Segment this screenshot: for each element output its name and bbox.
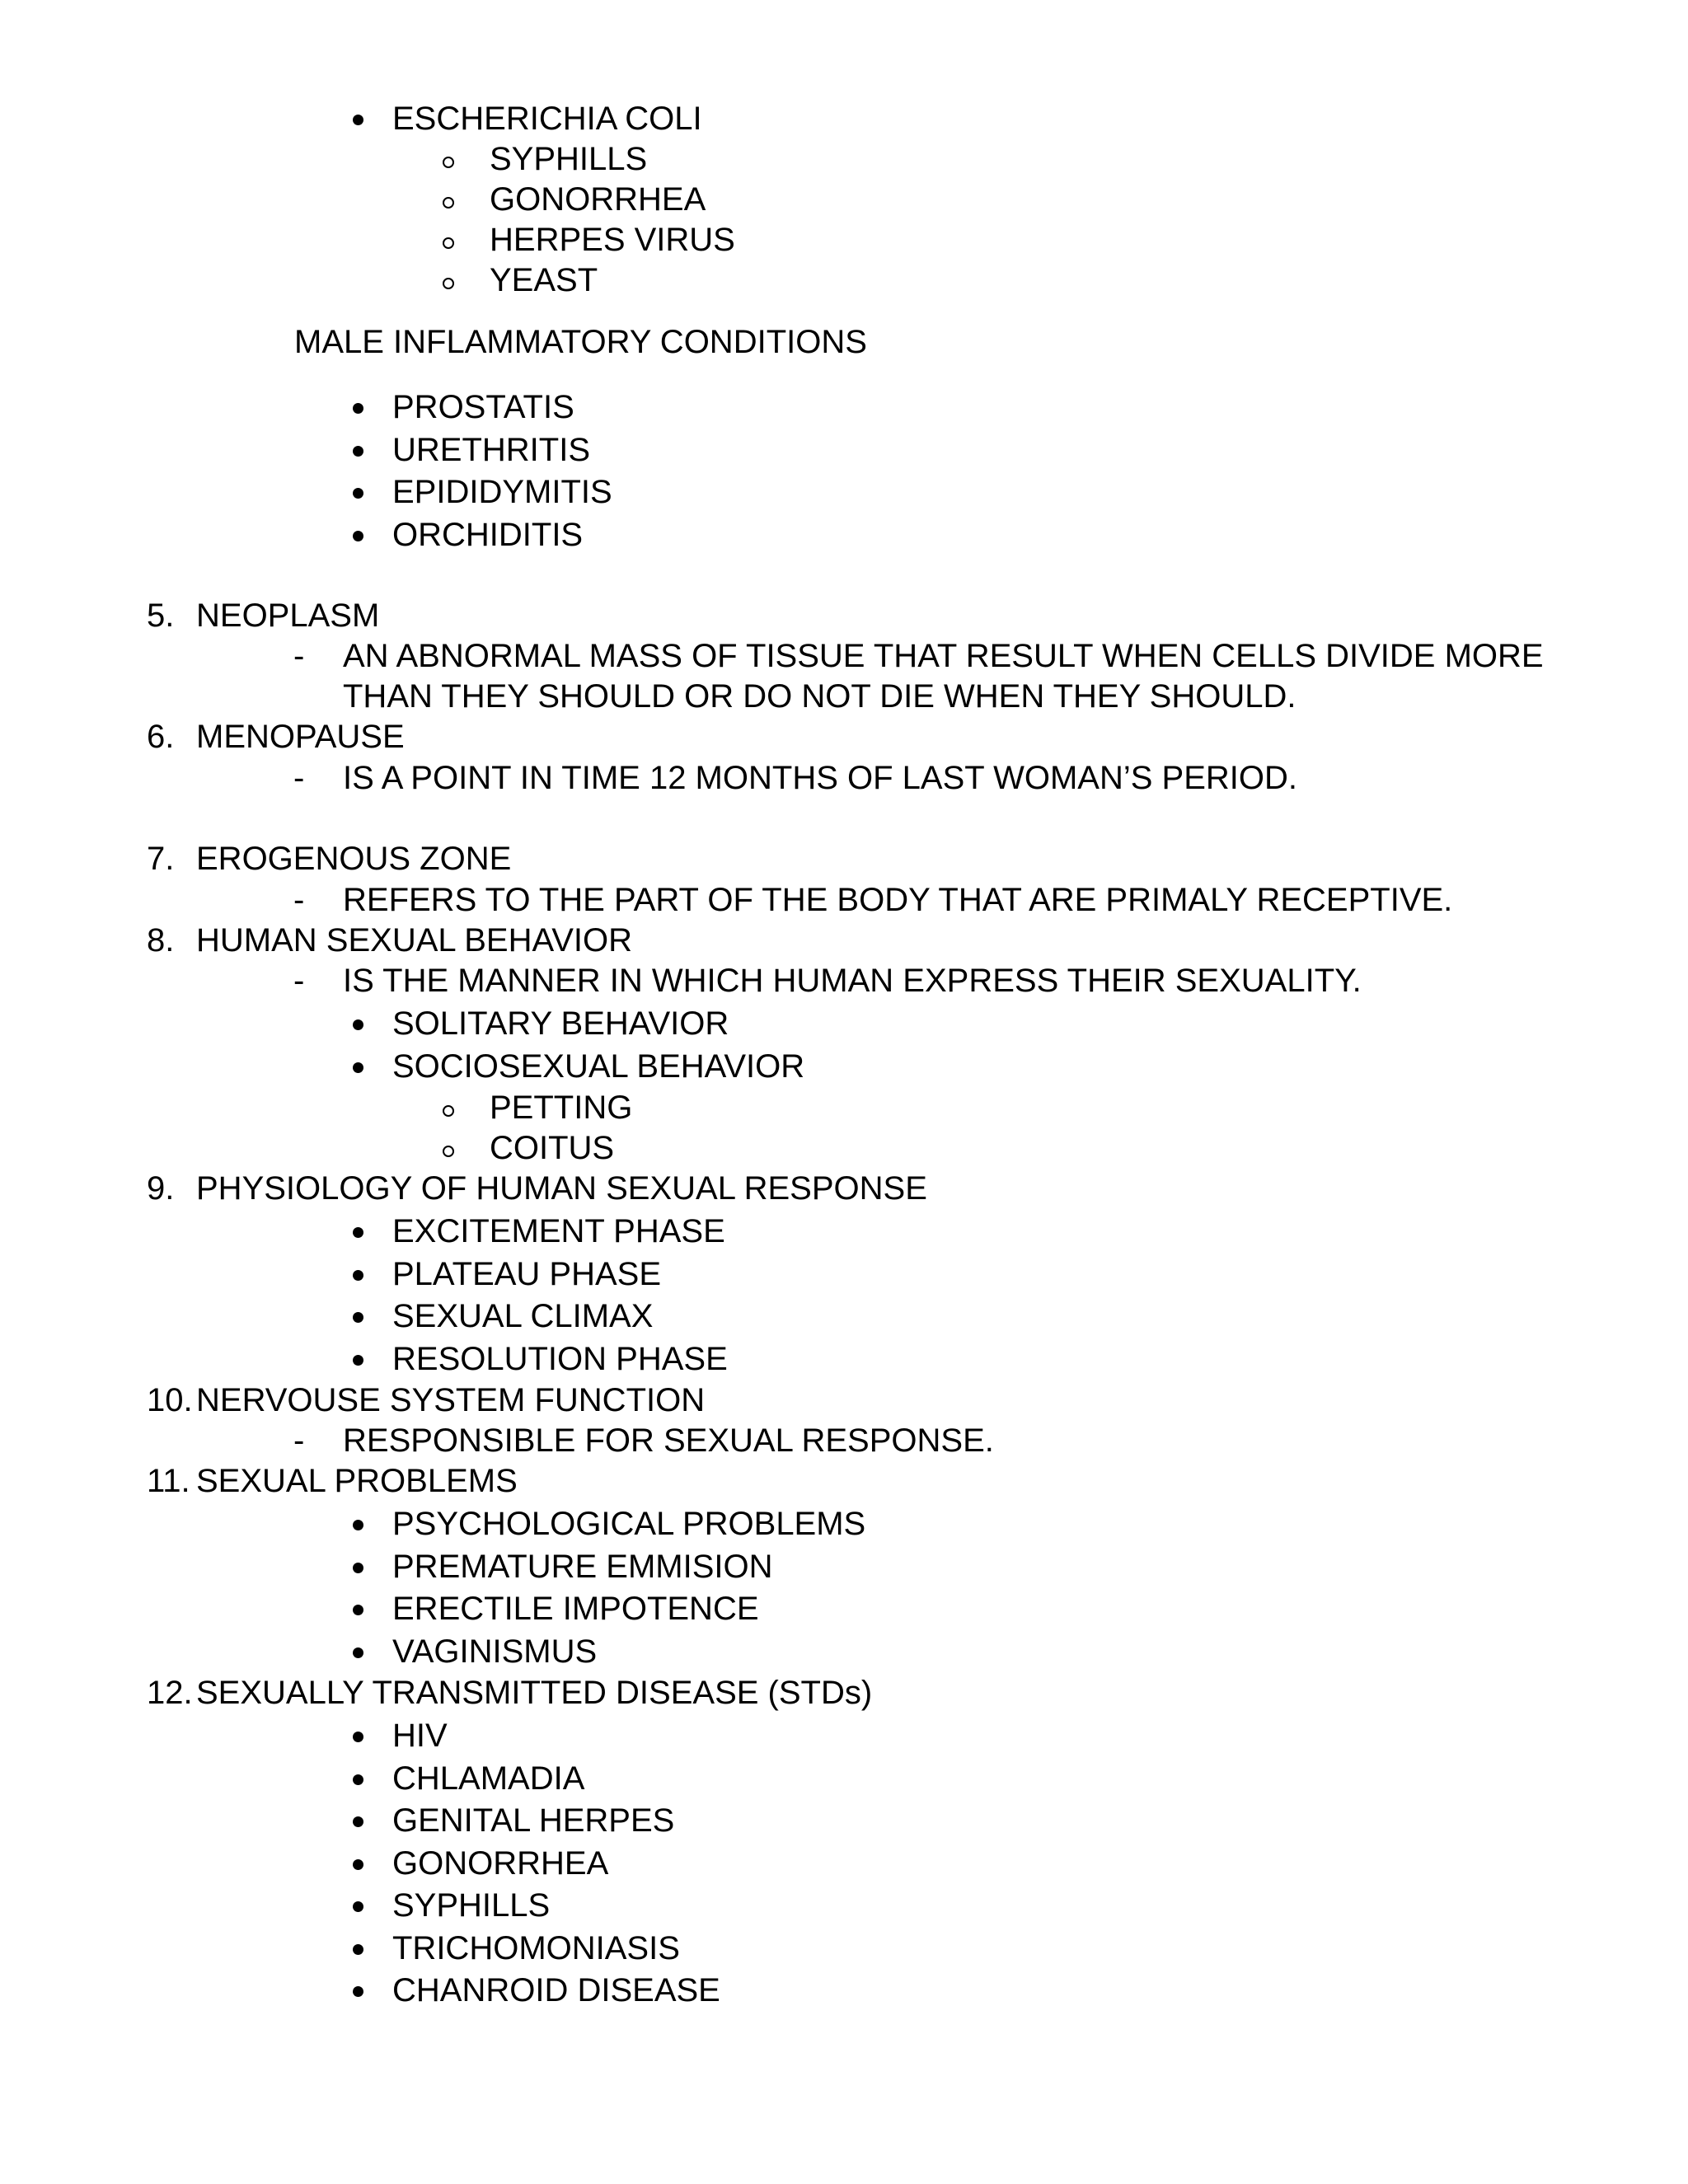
section-definition: RESPONSIBLE FOR SEXUAL RESPONSE. — [343, 1422, 994, 1459]
hollow-bullet-icon — [443, 157, 454, 168]
bullet-icon — [353, 403, 363, 414]
sub-list-item: GONORRHEA — [490, 181, 706, 218]
list-item: GENITAL HERPES — [392, 1802, 675, 1839]
list-item: PREMATURE EMMISION — [392, 1549, 773, 1585]
list-item: CHANROID DISEASE — [392, 1972, 720, 2008]
bullet-icon — [353, 1563, 363, 1573]
bullet-icon — [353, 1944, 363, 1955]
section-number: 6. — [147, 719, 175, 755]
list-item: SOCIOSEXUAL BEHAVIOR — [392, 1048, 805, 1085]
section-title: SEXUALLY TRANSMITTED DISEASE (STDs) — [196, 1675, 873, 1711]
list-item: PLATEAU PHASE — [392, 1256, 662, 1292]
bullet-icon — [353, 1605, 363, 1615]
section-title: NEOPLASM — [196, 598, 380, 634]
list-item: SYPHILLS — [392, 1887, 551, 1924]
list-item: PSYCHOLOGICAL PROBLEMS — [392, 1506, 866, 1542]
list-item: ERECTILE IMPOTENCE — [392, 1591, 759, 1627]
bullet-icon — [353, 1901, 363, 1912]
sub-list-item: HERPES VIRUS — [490, 222, 735, 258]
sub-list-item: YEAST — [490, 262, 598, 298]
section-number: 12. — [147, 1675, 193, 1711]
hollow-bullet-icon — [443, 1105, 454, 1117]
bullet-icon — [353, 1355, 363, 1366]
bullet-icon — [353, 1019, 363, 1030]
section-number: 11. — [147, 1463, 190, 1499]
list-item: GONORRHEA — [392, 1845, 609, 1882]
bullet-icon — [353, 1859, 363, 1870]
section-title: MENOPAUSE — [196, 719, 405, 755]
section-title: EROGENOUS ZONE — [196, 841, 512, 877]
list-item: HIV — [392, 1718, 448, 1754]
list-item: VAGINISMUS — [392, 1633, 598, 1670]
hollow-bullet-icon — [443, 1146, 454, 1157]
list-item: URETHRITIS — [392, 432, 590, 468]
bullet-icon — [353, 1062, 363, 1073]
dash-marker: - — [293, 1422, 305, 1459]
section-definition: IS A POINT IN TIME 12 MONTHS OF LAST WOMAN’S PERIOD. — [343, 760, 1297, 796]
section-definition: IS THE MANNER IN WHICH HUMAN EXPRESS THEIR SEXUALITY. — [343, 963, 1362, 999]
section-title: PHYSIOLOGY OF HUMAN SEXUAL RESPONSE — [196, 1170, 927, 1207]
sub-list-item: SYPHILLS — [490, 141, 648, 177]
bullet-icon — [353, 1227, 363, 1238]
section-number: 10. — [147, 1382, 193, 1418]
list-item: CHLAMADIA — [392, 1760, 585, 1797]
list-item: RESOLUTION PHASE — [392, 1341, 728, 1377]
list-item: EXCITEMENT PHASE — [392, 1213, 725, 1249]
list-item: TRICHOMONIASIS — [392, 1930, 680, 1966]
bullet-icon — [353, 1986, 363, 1997]
section-number: 8. — [147, 922, 175, 958]
bullet-icon — [353, 531, 363, 541]
bullet-icon — [353, 446, 363, 457]
section-title: HUMAN SEXUAL BEHAVIOR — [196, 922, 633, 958]
section-definition: THAN THEY SHOULD OR DO NOT DIE WHEN THEY SHOULD. — [343, 678, 1296, 715]
bullet-icon — [353, 1774, 363, 1785]
sub-list-item: COITUS — [490, 1130, 615, 1166]
bullet-icon — [353, 1816, 363, 1827]
bullet-icon — [353, 1732, 363, 1742]
bullet-icon — [353, 1312, 363, 1323]
hollow-bullet-icon — [443, 278, 454, 289]
bullet-icon — [353, 488, 363, 499]
list-item: PROSTATIS — [392, 389, 574, 425]
dash-marker: - — [293, 882, 305, 918]
hollow-bullet-icon — [443, 237, 454, 249]
section-number: 7. — [147, 841, 175, 877]
bullet-icon — [353, 115, 363, 125]
dash-marker: - — [293, 638, 305, 674]
list-item: SEXUAL CLIMAX — [392, 1298, 654, 1334]
section-title: NERVOUSE SYSTEM FUNCTION — [196, 1382, 706, 1418]
section-number: 9. — [147, 1170, 175, 1207]
list-item: ESCHERICHIA COLI — [392, 101, 702, 137]
bullet-icon — [353, 1270, 363, 1281]
list-item: SOLITARY BEHAVIOR — [392, 1005, 729, 1042]
section-definition: AN ABNORMAL MASS OF TISSUE THAT RESULT WHEN CELLS DIVIDE MORE — [343, 638, 1544, 674]
list-item: EPIDIDYMITIS — [392, 474, 612, 510]
list-item: ORCHIDITIS — [392, 517, 584, 553]
section-title: SEXUAL PROBLEMS — [196, 1463, 518, 1499]
section-number: 5. — [147, 598, 175, 634]
bullet-icon — [353, 1647, 363, 1658]
hollow-bullet-icon — [443, 197, 454, 209]
sub-list-item: PETTING — [490, 1090, 633, 1126]
dash-marker: - — [293, 963, 305, 999]
section-heading: MALE INFLAMMATORY CONDITIONS — [294, 324, 867, 360]
dash-marker: - — [293, 760, 305, 796]
bullet-icon — [353, 1520, 363, 1530]
section-definition: REFERS TO THE PART OF THE BODY THAT ARE PRIMALY RECEPTIVE. — [343, 882, 1453, 918]
